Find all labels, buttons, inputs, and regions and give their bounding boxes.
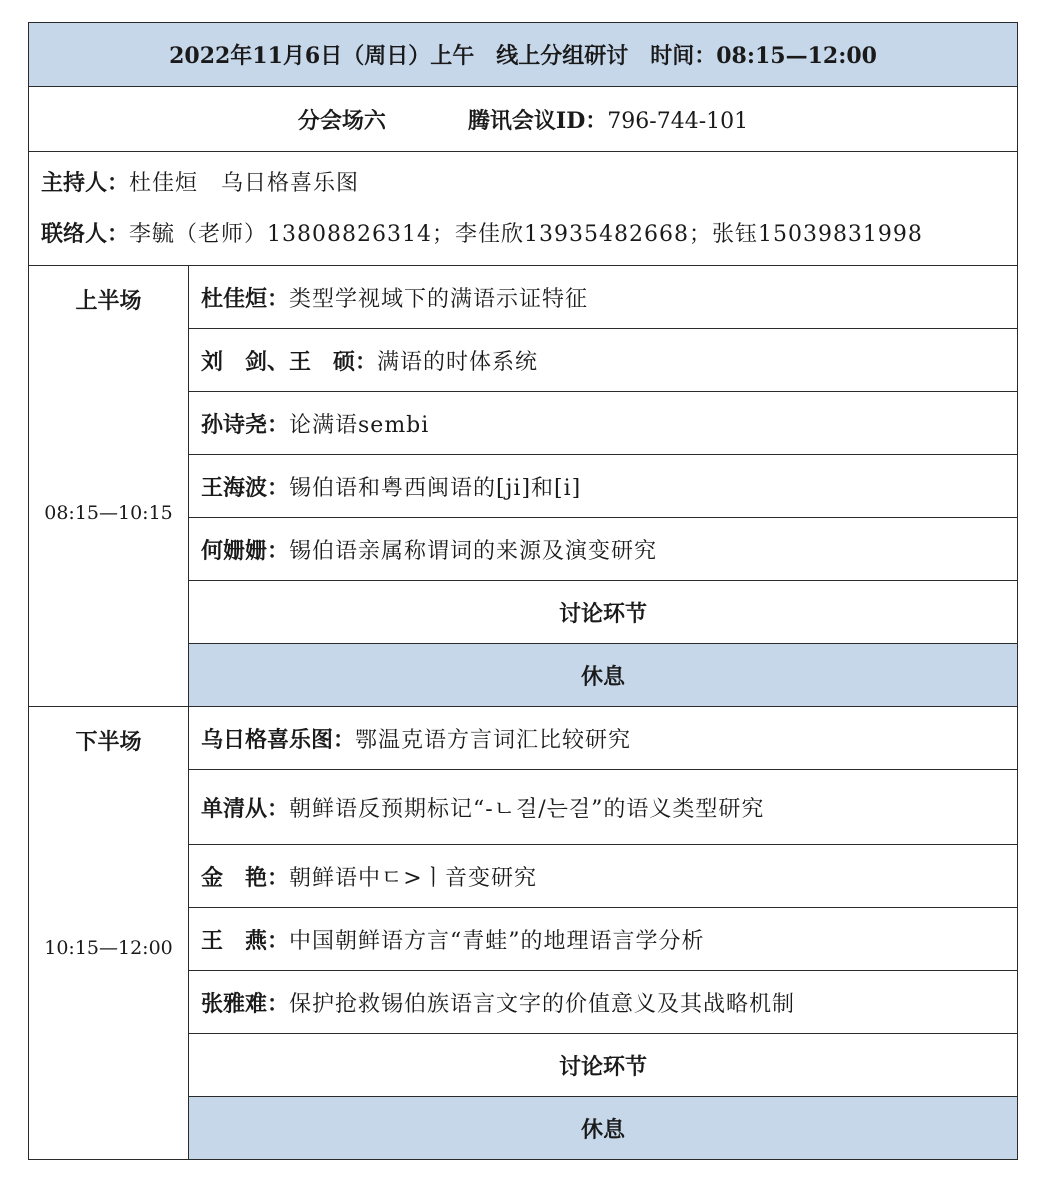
- hosts-line: [41, 158, 1005, 209]
- first-half-session: [29, 266, 189, 707]
- talk-speaker: 单清从：: [201, 795, 290, 822]
- talk-title: 鄂温克语方言词汇比较研究: [355, 727, 632, 753]
- break-label: 休息: [189, 1097, 1018, 1160]
- talk-title: 类型学视域下的满语示证特征: [289, 286, 589, 312]
- talk-speaker: 王海波：: [201, 474, 290, 501]
- talk-title: 论满语sembi: [289, 412, 430, 438]
- title-row: [29, 23, 1018, 87]
- talk-speaker: 王 燕：: [201, 927, 290, 954]
- people-row: [29, 152, 1018, 266]
- talk-item: [189, 908, 1018, 971]
- hosts-label: 主持人：: [41, 169, 130, 196]
- venue-cell: [29, 87, 1018, 152]
- talk-title: 朝鲜语中ㄷ>ㅣ音变研究: [289, 865, 537, 891]
- talk-speaker: 杜佳烜：: [201, 285, 290, 312]
- talk-item: [189, 707, 1018, 770]
- people-cell: [29, 152, 1018, 266]
- contacts-line: [41, 209, 1005, 260]
- meeting-id-label: 腾讯会议ID：: [467, 107, 608, 134]
- talk-item: [189, 845, 1018, 908]
- talk-item: [189, 971, 1018, 1034]
- contacts-label: 联络人：: [41, 220, 130, 247]
- venue-row: [29, 87, 1018, 152]
- talk-item: [189, 770, 1018, 845]
- first-half-time: 08:15—10:15: [44, 502, 173, 524]
- schedule-table: [28, 22, 1018, 1160]
- talk-speaker: 金 艳：: [201, 864, 290, 891]
- talk-item: [189, 392, 1018, 455]
- talk-item: [189, 266, 1018, 329]
- talk-title: 朝鲜语反预期标记“-ㄴ걸/는걸”的语义类型研究: [289, 796, 765, 822]
- talk-speaker: 乌日格喜乐图：: [201, 726, 356, 753]
- break-label: 休息: [189, 644, 1018, 707]
- talk-row: [29, 266, 1018, 329]
- talk-item: [189, 518, 1018, 581]
- second-half-session: [29, 707, 189, 1160]
- talk-speaker: 刘 剑、王 硕：: [201, 348, 378, 375]
- talk-item: [189, 455, 1018, 518]
- schedule-title: 2022年11月6日（周日）上午 线上分组研讨 时间：08:15—12:00: [29, 23, 1018, 87]
- talk-title: 保护抢救锡伯族语言文字的价值意义及其战略机制: [289, 991, 796, 1017]
- discussion-label: 讨论环节: [189, 1034, 1018, 1097]
- talk-speaker: 孙诗尧：: [201, 411, 290, 438]
- first-half-label: 上半场: [75, 288, 142, 314]
- talk-row: [29, 707, 1018, 770]
- talk-title: 锡伯语亲属称谓词的来源及演变研究: [289, 538, 658, 564]
- talk-speaker: 张雅难：: [201, 990, 290, 1017]
- discussion-label: 讨论环节: [189, 581, 1018, 644]
- talk-item: [189, 329, 1018, 392]
- hosts-value: 杜佳烜 乌日格喜乐图: [129, 170, 360, 196]
- second-half-label: 下半场: [75, 729, 142, 755]
- meeting-id: 796-744-101: [607, 108, 749, 134]
- contacts-value: 李毓（老师）13808826314；李佳欣13935482668；张钰15039831998: [129, 221, 923, 247]
- talk-title: 中国朝鲜语方言“青蛙”的地理语言学分析: [289, 928, 705, 954]
- talk-title: 锡伯语和粤西闽语的[ji]和[i]: [289, 475, 582, 501]
- venue-name: 分会场六: [297, 107, 386, 134]
- talk-speaker: 何姗姗：: [201, 537, 290, 564]
- second-half-time: 10:15—12:00: [44, 937, 173, 959]
- talk-title: 满语的时体系统: [377, 349, 539, 375]
